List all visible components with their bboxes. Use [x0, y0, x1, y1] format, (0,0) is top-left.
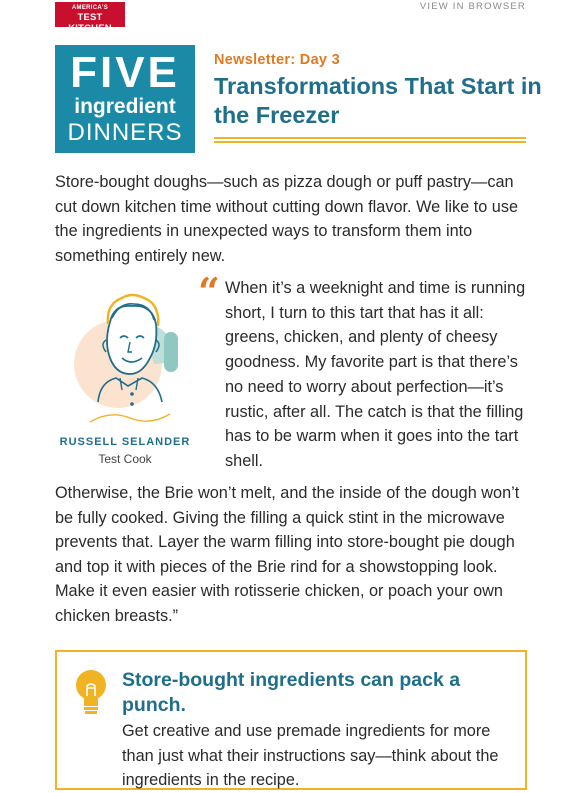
intro-paragraph: Store-bought doughs—such as pizza dough or puff pastry—can cut down kitchen time without cutting down flavor. We like to use the ingredients in unexpected ways to transform them into something entirely new. [55, 173, 519, 265]
article-headline: Transformations That Start in the Freezer [214, 73, 542, 128]
top-bar [0, 0, 580, 34]
headline-divider [214, 137, 526, 143]
newsletter-kicker: Newsletter: Day 3 [214, 52, 340, 68]
continuation-paragraph: Otherwise, the Brie won’t melt, and the inside of the dough won’t be fully cooked. Giving the filling a quick stint in the microwave prevents that. Layer the warm filling into store-bought pie dough and top it with pieces of the Brie rind for a showstopping look. Make it even easier with rotisserie chicken, or poach your own chicken breasts.” [55, 484, 520, 625]
tip-title: Store-bought ingredients can pack a punch. [122, 669, 461, 716]
view-in-browser-link[interactable]: VIEW IN BROWSER [419, 1, 526, 12]
badge-line1: FIVE [70, 48, 180, 97]
author-name: RUSSELL SELANDER [59, 436, 191, 448]
author-title: Test Cook [98, 452, 152, 466]
five-ingredient-dinners-badge [55, 45, 195, 153]
logo-line1: AMERICA'S [71, 5, 109, 11]
open-quote-icon: “ [198, 269, 220, 314]
badge-line3: DINNERS [67, 119, 183, 146]
author-portrait [70, 282, 190, 432]
lightbulb-icon [72, 668, 110, 718]
badge-line2: ingredient [74, 95, 176, 118]
author-quote: When it’s a weeknight and time is running short, I turn to this tart that has it all: greens, chicken, and plenty of cheesy goodness. My favorite part is that there’s no need to worry about perfection—it’s rustic, after all. The catch is that the filling has to be warm when it goes into the tart shell. [225, 279, 526, 470]
tip-body: Get creative and use premade ingredients for more than just what their instructions say—think about the ingredients in the recipe. [122, 722, 499, 789]
atk-logo[interactable] [55, 2, 125, 34]
logo-line2: TEST KITCHEN [68, 12, 112, 34]
